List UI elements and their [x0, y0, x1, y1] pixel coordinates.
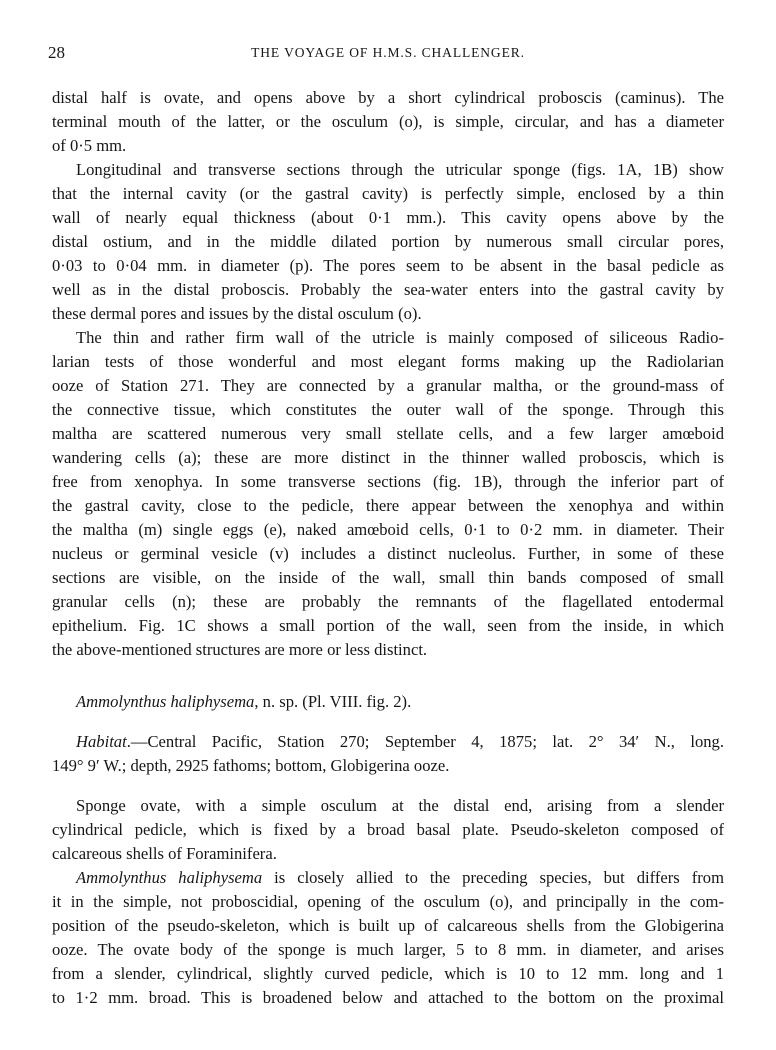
- species-name: Ammolynthus haliphysema: [76, 692, 255, 711]
- text-line: distal ostium, and in the middle dilated portion by numerous small circular pores,: [52, 232, 724, 251]
- text-line: the maltha (m) single eggs (e), naked amœboid cells, 0·1 to 0·2 mm. in diameter. Their: [52, 520, 724, 539]
- text-line: [76, 866, 724, 890]
- species-name-inline: Ammolynthus haliphysema: [76, 868, 263, 887]
- text-line: 0·03 to 0·04 mm. in diameter (p). The pores seem to be absent in the basal pedicle as: [52, 256, 724, 275]
- text-line: ooze. The ovate body of the sponge is much larger, 5 to 8 mm. in diameter, and arises: [52, 940, 724, 959]
- text-line: the gastral cavity, close to the pedicle, there appear between the xenophya and within: [52, 496, 724, 515]
- text-run: is closely allied to the preceding species, but differs from: [262, 868, 724, 887]
- text-line: wall of nearly equal thickness (about 0·1 mm.). This cavity opens above by the: [52, 208, 724, 227]
- text-line: 149° 9′ W.; depth, 2925 fathoms; bottom, Globigerina ooze.: [52, 756, 450, 775]
- text-line: free from xenophya. In some transverse sections (fig. 1B), through the inferior part of: [52, 472, 724, 491]
- text-line: cylindrical pedicle, which is fixed by a broad basal plate. Pseudo-skeleton composed of: [52, 820, 724, 839]
- text-line: sections are visible, on the inside of the wall, small thin bands composed of small: [52, 568, 724, 587]
- text-line: these dermal pores and issues by the distal osculum (o).: [52, 304, 422, 323]
- text-line: it in the simple, not proboscidial, opening of the osculum (o), and principally in the com-: [52, 892, 724, 911]
- text-line: The thin and rather firm wall of the utricle is mainly composed of siliceous Radio-: [76, 328, 724, 347]
- habitat-text: .—Central Pacific, Station 270; September 4, 1875; lat. 2° 34′ N., long.: [126, 732, 724, 751]
- habitat-label: Habitat: [76, 732, 127, 751]
- species-heading-rest: , n. sp. (Pl. VIII. fig. 2).: [254, 692, 412, 711]
- species-heading: [76, 690, 411, 714]
- text-line: epithelium. Fig. 1C shows a small portion of the wall, seen from the inside, in which: [52, 616, 724, 635]
- text-line: larian tests of those wonderful and most elegant forms making up the Radiolarian: [52, 352, 724, 371]
- running-title: THE VOYAGE OF H.M.S. CHALLENGER.: [251, 45, 525, 60]
- text-line: that the internal cavity (or the gastral cavity) is perfectly simple, enclosed by a thin: [52, 184, 724, 203]
- running-head: [48, 43, 728, 65]
- text-line: position of the pseudo-skeleton, which is built up of calcareous shells from the Globigerina: [52, 916, 724, 935]
- text-line: calcareous shells of Foraminifera.: [52, 844, 277, 863]
- text-line: granular cells (n); these are probably the remnants of the flagellated entodermal: [52, 592, 724, 611]
- text-line: from a slender, cylindrical, slightly curved pedicle, which is 10 to 12 mm. long and 1: [52, 964, 724, 983]
- text-line: to 1·2 mm. broad. This is broadened below and attached to the bottom on the proximal: [52, 988, 724, 1007]
- habitat-line: [76, 730, 724, 754]
- text-line: wandering cells (a); these are more distinct in the thinner walled proboscis, which is: [52, 448, 724, 467]
- text-line: terminal mouth of the latter, or the osculum (o), is simple, circular, and has a diameter: [52, 112, 724, 131]
- page-number: 28: [48, 43, 65, 62]
- text-line: nucleus or germinal vesicle (v) includes a distinct nucleolus. Further, in some of these: [52, 544, 724, 563]
- text-line: maltha are scattered numerous very small stellate cells, and a few larger amœboid: [52, 424, 724, 443]
- text-line: well as in the distal proboscis. Probably the sea-water enters into the gastral cavity by: [52, 280, 724, 299]
- text-line: Sponge ovate, with a simple osculum at the distal end, arising from a slender: [76, 796, 724, 815]
- text-line: the connective tissue, which constitutes the outer wall of the sponge. Through this: [52, 400, 724, 419]
- text-line: of 0·5 mm.: [52, 136, 127, 155]
- text-line: Longitudinal and transverse sections through the utricular sponge (figs. 1A, 1B) show: [76, 160, 724, 179]
- text-line: ooze of Station 271. They are connected by a granular maltha, or the ground-mass of: [52, 376, 724, 395]
- text-line: distal half is ovate, and opens above by a short cylindrical proboscis (caminus). The: [52, 88, 724, 107]
- text-line: the above-mentioned structures are more or less distinct.: [52, 640, 428, 659]
